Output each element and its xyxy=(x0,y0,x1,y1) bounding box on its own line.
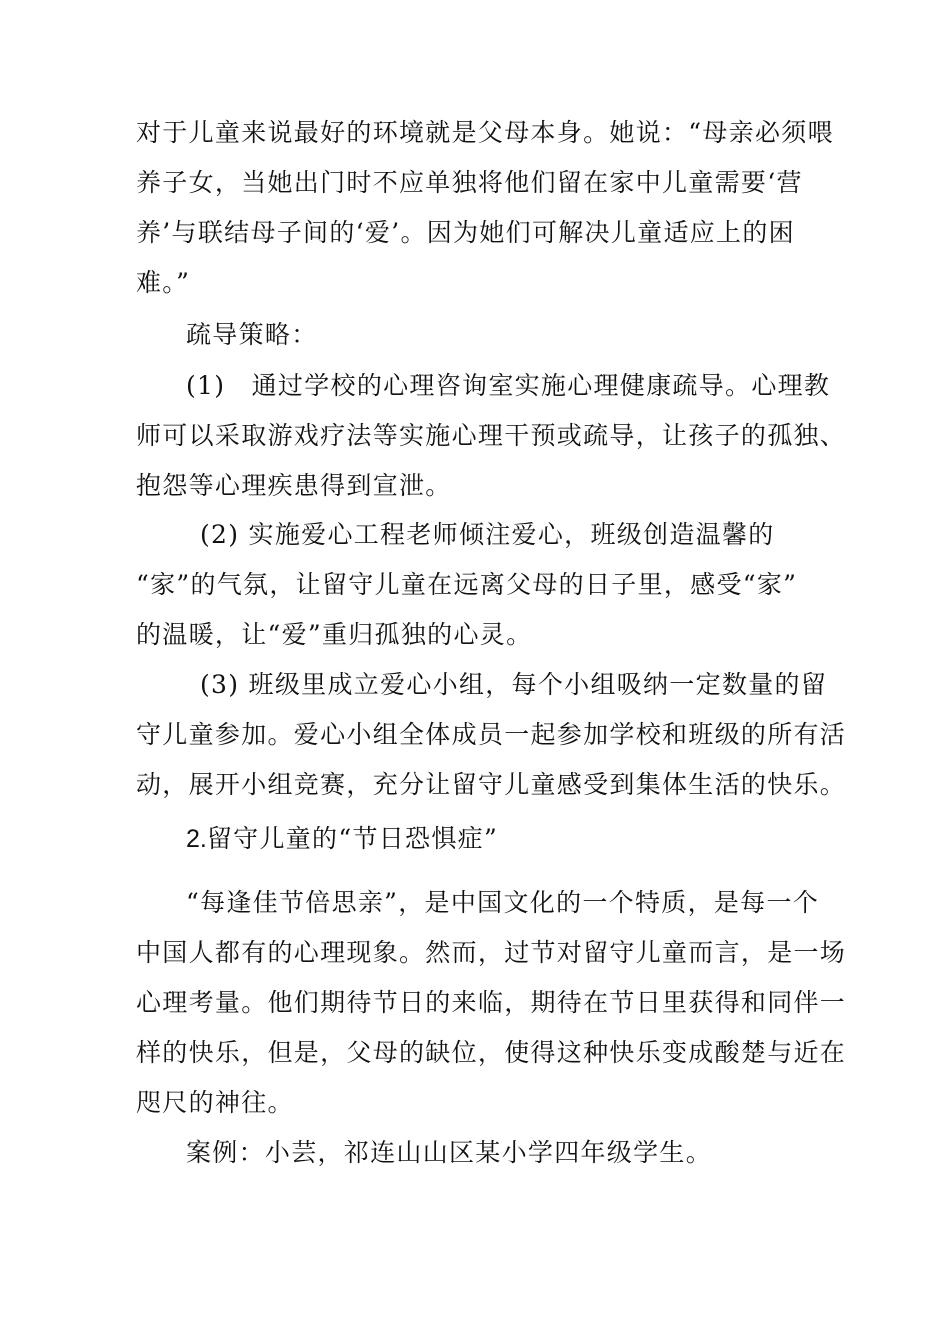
section-label-strategies: 疏导策略： xyxy=(186,320,318,349)
strategy-2-line-1: (2) 实施爱心工程老师倾注爱心，班级创造温馨的 xyxy=(200,520,775,549)
strategy-3-line-3: 动，展开小组竞赛，充分让留守儿童感受到集体生活的快乐。 xyxy=(136,770,847,799)
section-heading-text: 留守儿童的“节日恐惧症” xyxy=(206,824,499,853)
strategy-2-line-2: “家”的气氛，让留守儿童在远离父母的日子里，感受“家” xyxy=(136,570,798,599)
section-heading-number: 2. xyxy=(186,825,207,853)
paragraph-7-line-1: “每逢佳节倍思亲”，是中国文化的一个特质，是每一个 xyxy=(186,888,820,917)
paragraph-7-line-2: 中国人都有的心理现象。然而，过节对留守儿童而言，是一场 xyxy=(136,938,847,967)
paragraph-7-line-5: 咫尺的神往。 xyxy=(136,1088,294,1117)
strategy-2-line-3: 的温暖，让“爱”重归孤独的心灵。 xyxy=(136,620,533,649)
case-line: 案例：小芸，祁连山山区某小学四年级学生。 xyxy=(186,1138,713,1167)
strategy-1-line-2: 师可以采取游戏疗法等实施心理干预或疏导，让孩子的孤独、 xyxy=(136,421,847,450)
paragraph-1-line-1: 对于儿童来说最好的环境就是父母本身。她说：“母亲必须喂 xyxy=(136,118,834,147)
strategy-1-line-3: 抱怨等心理疾患得到宣泄。 xyxy=(136,471,452,500)
strategy-1-line-1: (1) 通过学校的心理咨询室实施心理健康疏导。心理教 xyxy=(186,371,831,400)
paragraph-1-line-2: 养子女，当她出门时不应单独将他们留在家中儿童需要‘营 xyxy=(136,168,803,197)
section-heading-2 xyxy=(186,824,498,854)
paragraph-1-line-3: 养’与联结母子间的‘爱’。因为她们可解决儿童适应上的困 xyxy=(136,218,795,247)
paragraph-7-line-4: 样的快乐，但是，父母的缺位，使得这种快乐变成酸楚与近在 xyxy=(136,1038,847,1067)
strategy-3-line-1: (3) 班级里成立爱心小组，每个小组吸纳一定数量的留 xyxy=(200,670,828,699)
paragraph-7-line-3: 心理考量。他们期待节日的来临，期待在节日里获得和同伴一 xyxy=(136,988,847,1017)
paragraph-1-line-4: 难。” xyxy=(136,268,191,297)
strategy-3-line-2: 守儿童参加。爱心小组全体成员一起参加学校和班级的所有活 xyxy=(136,720,847,749)
